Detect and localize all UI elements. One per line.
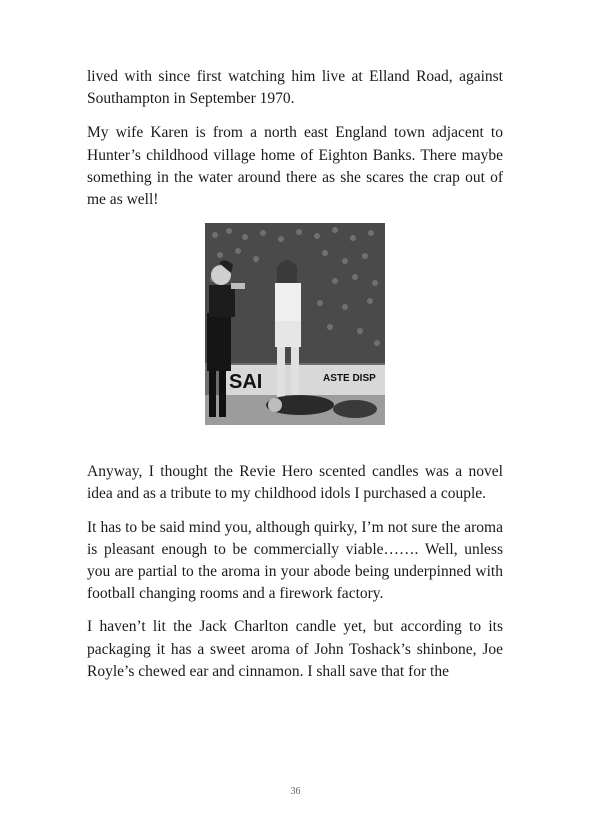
hoarding-text-left: SAI	[229, 371, 263, 394]
page-body	[87, 66, 503, 694]
paragraph-5: I haven’t lit the Jack Charlton candle yet, but according to its packaging it has a sweet aroma of John Toshack’s shinbone, Joe Royle’s chewed ear and cinnamon. I shall save that for the	[87, 618, 503, 680]
paragraph-2: My wife Karen is from a north east England town adjacent to Hunter’s childhood village home of Eighton Banks. There maybe something in the water around there as she scares the crap out of me as well!	[87, 124, 503, 209]
paragraph-4: It has to be said mind you, although quirky, I’m not sure the aroma is pleasant enough to be commercially viable……. Well, unless you are partial to the aroma in your abode being underpinned with football changing rooms and a firework factory.	[87, 518, 503, 603]
paragraph-3: Anyway, I thought the Revie Hero scented candles was a novel idea and as a tribute to my childhood idols I purchased a couple.	[87, 463, 503, 503]
photo-container	[87, 223, 503, 425]
paragraph-1: lived with since first watching him live at Elland Road, against Southampton in September 1970.	[87, 68, 503, 108]
page-number: 36	[290, 786, 301, 797]
football-photo	[205, 223, 385, 425]
hoarding-text-right: ASTE DISP	[323, 373, 376, 385]
